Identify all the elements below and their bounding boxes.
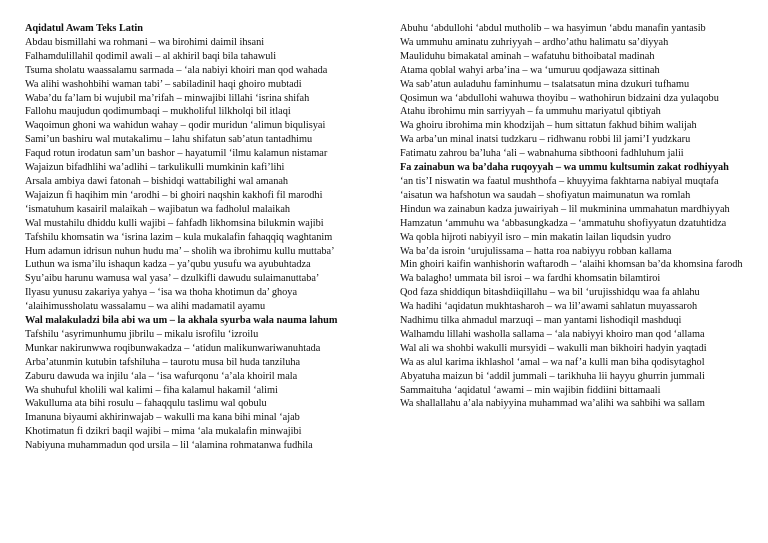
- verse-line: Hindun wa zainabun kadza juwairiyah – lil mukminina ummahatun mardhiyyah: [400, 203, 730, 215]
- verse-line: Wajaizun fi haqihim min ‘arodhi – bi ghoiri naqshin kakhofi fil marodhi: [25, 189, 323, 201]
- verse-line: Mauliduhu bimakatal aminah – wafatuhu bithoibatal madinah: [400, 50, 655, 62]
- verse-heading: Fa zainabun wa ba’daha ruqoyyah – wa ummu kultsumin zakat rodhiyyah: [400, 162, 729, 174]
- document-title: Aqidatul Awam Teks Latin: [25, 23, 143, 34]
- verse-line: Tafshilu ‘asyrimunhumu jibrilu – mikalu isrofilu ‘izroilu: [25, 328, 259, 340]
- verse-line: ‘alaihimussholatu wassalamu – wa alihi madamatil ayamu: [25, 301, 266, 313]
- verse-line: Tsuma sholatu waassalamu sarmada – ‘ala nabiyi khoiri man qod wahada: [25, 64, 328, 76]
- verse-line: Fallohu maujudun qodimumbaqi – mukholiful lilkholqi bil itlaqi: [25, 106, 291, 118]
- verse-line: ‘an tis’I niswatin wa faatul mushthofa – khuyyima fakhtarna nabiyal muqtafa: [400, 175, 719, 187]
- verse-line: Wa ba’da isroin ‘urujulissama – hatta roa nabiyyu robban kallama: [400, 245, 672, 257]
- verse-line: Min ghoiri kaifin wanhishorin waftarodh – ‘alaihi khomsan ba’da khomsina farodh: [400, 259, 743, 271]
- verse-line: Arba’atunmin kutubin tafshiluha – taurotu musa bil huda tanziluha: [25, 356, 301, 368]
- verse-line: Wa qobla hijroti nabiyyil isro – min makatin lailan liqudsin yudro: [400, 231, 671, 243]
- verse-line: Qod faza shiddiqun bitashdiiqillahu – wa bil ‘urujisshidqu waa fa ahlahu: [400, 287, 700, 299]
- verse-line: Wal ali wa shohbi wakulli mursyidi – wakulli man bikhoiri hadyin yaqtadi: [400, 342, 707, 354]
- right-column: [400, 22, 745, 411]
- verse-line: Atahu ibrohimu min sarriyyah – fa ummuhu mariyatul qibtiyah: [400, 106, 661, 118]
- verse-line: Waba’du fa’lam bi wujubil ma’rifah – minwajibi lillahi ‘isrina shifah: [25, 92, 310, 104]
- verse-line: Fatimatu zahrou ba’luha ‘ali – wabnahuma sibthooni fadhluhum jalii: [400, 148, 684, 160]
- verse-line: Sammaituha ‘aqidatul ‘awami – min wajibin fiddiini bittamaali: [400, 384, 661, 396]
- verse-line: Wa hadihi ‘aqidatun mukhtasharoh – wa lil’awami sahlatun muyassaroh: [400, 301, 698, 313]
- left-column: [25, 22, 375, 453]
- verse-line: ‘aisatun wa hafshotun wa saudah – shofiyatun maimunatun wa romlah: [400, 189, 691, 201]
- verse-line: Munkar nakirunwwa roqibunwakadza – ‘atidun malikunwariwanuhtada: [25, 342, 321, 354]
- verse-line: Imanuna biyaumi akhirinwajab – wakulli ma kana bihi minal ‘ajab: [25, 412, 300, 424]
- verse-line: Wal mustahilu dhiddu kulli wajibi – fahfadh likhomsina bilukmin wajibi: [25, 217, 324, 229]
- verse-line: Waqoimun ghoni wa wahidun wahay – qodir muridun ‘alimun biqulisyai: [25, 120, 326, 132]
- verse-line: Wa sab’atun auladuhu faminhumu – tsalatsatun mina dzukuri tufhamu: [400, 78, 690, 90]
- verse-line: Abuhu ‘abdullohi ‘abdul mutholib – wa hasyimun ‘abdu manafin yantasib: [400, 23, 706, 34]
- verse-line: Nadhimu tilka ahmadul marzuqi – man yantami lishodiqil mashduqi: [400, 315, 682, 327]
- verse-line: Syu’aibu harunu wamusa wal yasa’ – dzulkifli dawudu sulaimanuttaba’: [25, 273, 320, 285]
- verse-line: Abyatuha maizun bi ‘addil jummali – tarikhuha lii hayyu ghurrin jummali: [400, 370, 705, 382]
- verse-line: ‘ismatuhum kasairil malaikah – wajibatun wa fadholul malaikah: [25, 203, 291, 215]
- verse-line: Wa shuhuful kholili wal kalimi – fiha kalamul hakamil ‘alimi: [25, 384, 278, 396]
- verse-line: Arsala ambiya dawi fatonah – bishidqi wattabilighi wal amanah: [25, 175, 289, 187]
- verse-line: Zaburu dawuda wa injilu ‘ala – ‘isa wafurqonu ‘a’ala khoiril mala: [25, 370, 298, 382]
- verse-line: Wa shallallahu a’ala nabiyyina muhammad wa’alihi wa sahbihi wa sallam: [400, 398, 705, 410]
- verse-line: Wajaizun bifadhlihi wa’adlihi – tarkulikulli mumkinin kafi’lihi: [25, 162, 285, 174]
- verse-line: Tafshilu khomsatin wa ‘isrina lazim – kula mukalafin fahaqqiq waghtanim: [25, 231, 333, 243]
- verse-line: Atama qoblal wahyi arba’ina – wa ‘umuruu qodjawaza sittinah: [400, 64, 660, 76]
- verse-line: Wa ummuhu aminatu zuhriyyah – ardho’athu halimatu sa’diyyah: [400, 36, 669, 48]
- verse-line: Falhamdulillahil qodimil awali – al akhiril baqi bila tahawuli: [25, 50, 277, 62]
- verse-line: Wakulluma ata bihi rosulu – fahaqqulu taslimu wal qobulu: [25, 398, 267, 410]
- verse-line: Qosimun wa ‘abdullohi wahuwa thoyibu – wathohirun bidzaini dza yulaqobu: [400, 92, 719, 104]
- verse-line: Walhamdu lillahi washolla sallama – ‘ala nabiyyi khoiro man qod ‘allama: [400, 328, 705, 340]
- verse-line: Wa alihi washohbihi waman tabi’ – sabiladinil haqi ghoiro mubtadi: [25, 78, 302, 90]
- verse-line: Abdau bismillahi wa rohmani – wa birohimi daimil ihsani: [25, 36, 265, 48]
- verse-heading: Wal malakuladzi bila abi wa um – la akhala syurba wala nauma lahum: [25, 315, 338, 327]
- verse-line: Wa as alul karima ikhlashol ‘amal – wa naf’a kulli man biha qodisytaghol: [400, 356, 705, 368]
- verse-line: Ilyasu yunusu zakariya yahya – ‘isa wa thoha khotimun da’ ghoya: [25, 287, 298, 299]
- verse-line: Wa ghoiru ibrohima min khodzijah – hum sittatun fakhud bihim walijah: [400, 120, 697, 132]
- verse-line: Sami’un bashiru wal mutakalimu – lahu shifatun sab’atun tantadhimu: [25, 134, 313, 146]
- verse-line: Khotimatun fi dzikri baqil wajibi – mima ‘ala mukalafin minwajibi: [25, 426, 302, 438]
- verse-line: Faqud rotun irodatun sam’un bashor – hayatumil ‘ilmu kalamun nistamar: [25, 148, 328, 160]
- verse-line: Luthun wa isma’ilu ishaqun kadza – ya’qubu yusufu wa ayubuhtadza: [25, 259, 311, 271]
- verse-line: Wa balagho! ummata bil isroi – wa fardhi khomsatin bilamtiroi: [400, 273, 661, 285]
- verse-line: Wa arba’un minal inatsi tudzkaru – ridhwanu robbi lil jami’I yudzkaru: [400, 134, 691, 146]
- verse-line: Nabiyuna muhammadun qod ursila – lil ‘alamina rohmatanwa fudhila: [25, 440, 313, 452]
- verse-line: Hamzatun ‘ammuhu wa ‘abbasungkadza – ‘ammatuhu shofiyyatun dzatuhtidza: [400, 217, 727, 229]
- verse-line: Hum adamun idrisun nuhun hudu ma’ – sholih wa ibrohimu kullu muttaba’: [25, 245, 335, 257]
